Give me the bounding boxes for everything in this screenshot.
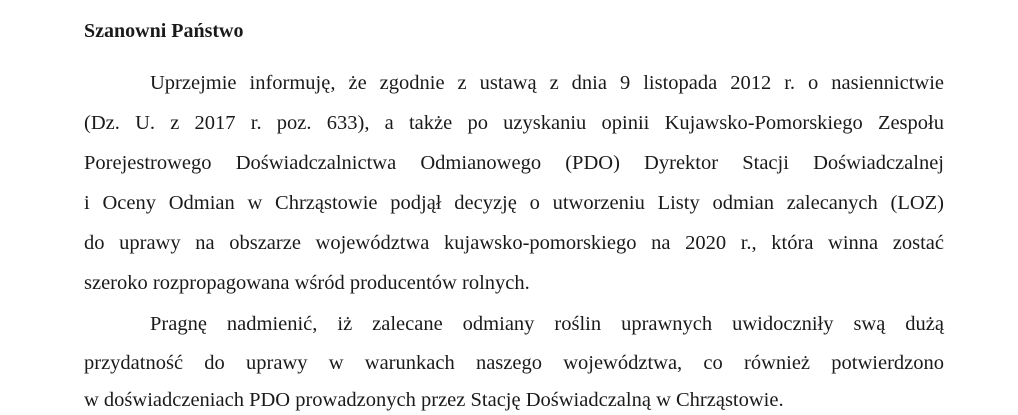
paragraph-1-line-3: Porejestrowego Doświadczalnictwa Odmianowego (PDO) Dyrektor Stacji Doświadczalnej (84, 152, 944, 174)
paragraph-2-line-1: Pragnę nadmienić, iż zalecane odmiany roślin uprawnych uwidoczniły swą dużą (150, 313, 944, 335)
paragraph-1-line-1: Uprzejmie informuję, że zgodnie z ustawą z dnia 9 listopada 2012 r. o nasiennictwie (150, 72, 944, 94)
paragraph-1-line-5: do uprawy na obszarze województwa kujawsko-pomorskiego na 2020 r., która winna zostać (84, 232, 944, 254)
paragraph-1-line-4: i Oceny Odmian w Chrząstowie podjął decyzję o utworzeniu Listy odmian zalecanych (LOZ) (84, 192, 944, 214)
salutation: Szanowni Państwo (84, 20, 244, 42)
paragraph-2-line-2: przydatność do uprawy w warunkach naszego województwa, co również potwierdzono (84, 352, 944, 374)
paragraph-1-line-6: szeroko rozpropagowana wśród producentów rolnych. (84, 272, 530, 294)
paragraph-2-line-3: w doświadczeniach PDO prowadzonych przez Stację Doświadczalną w Chrząstowie. (84, 389, 784, 411)
paragraph-1-line-2: (Dz. U. z 2017 r. poz. 633), a także po uzyskaniu opinii Kujawsko-Pomorskiego Zespołu (84, 112, 944, 134)
